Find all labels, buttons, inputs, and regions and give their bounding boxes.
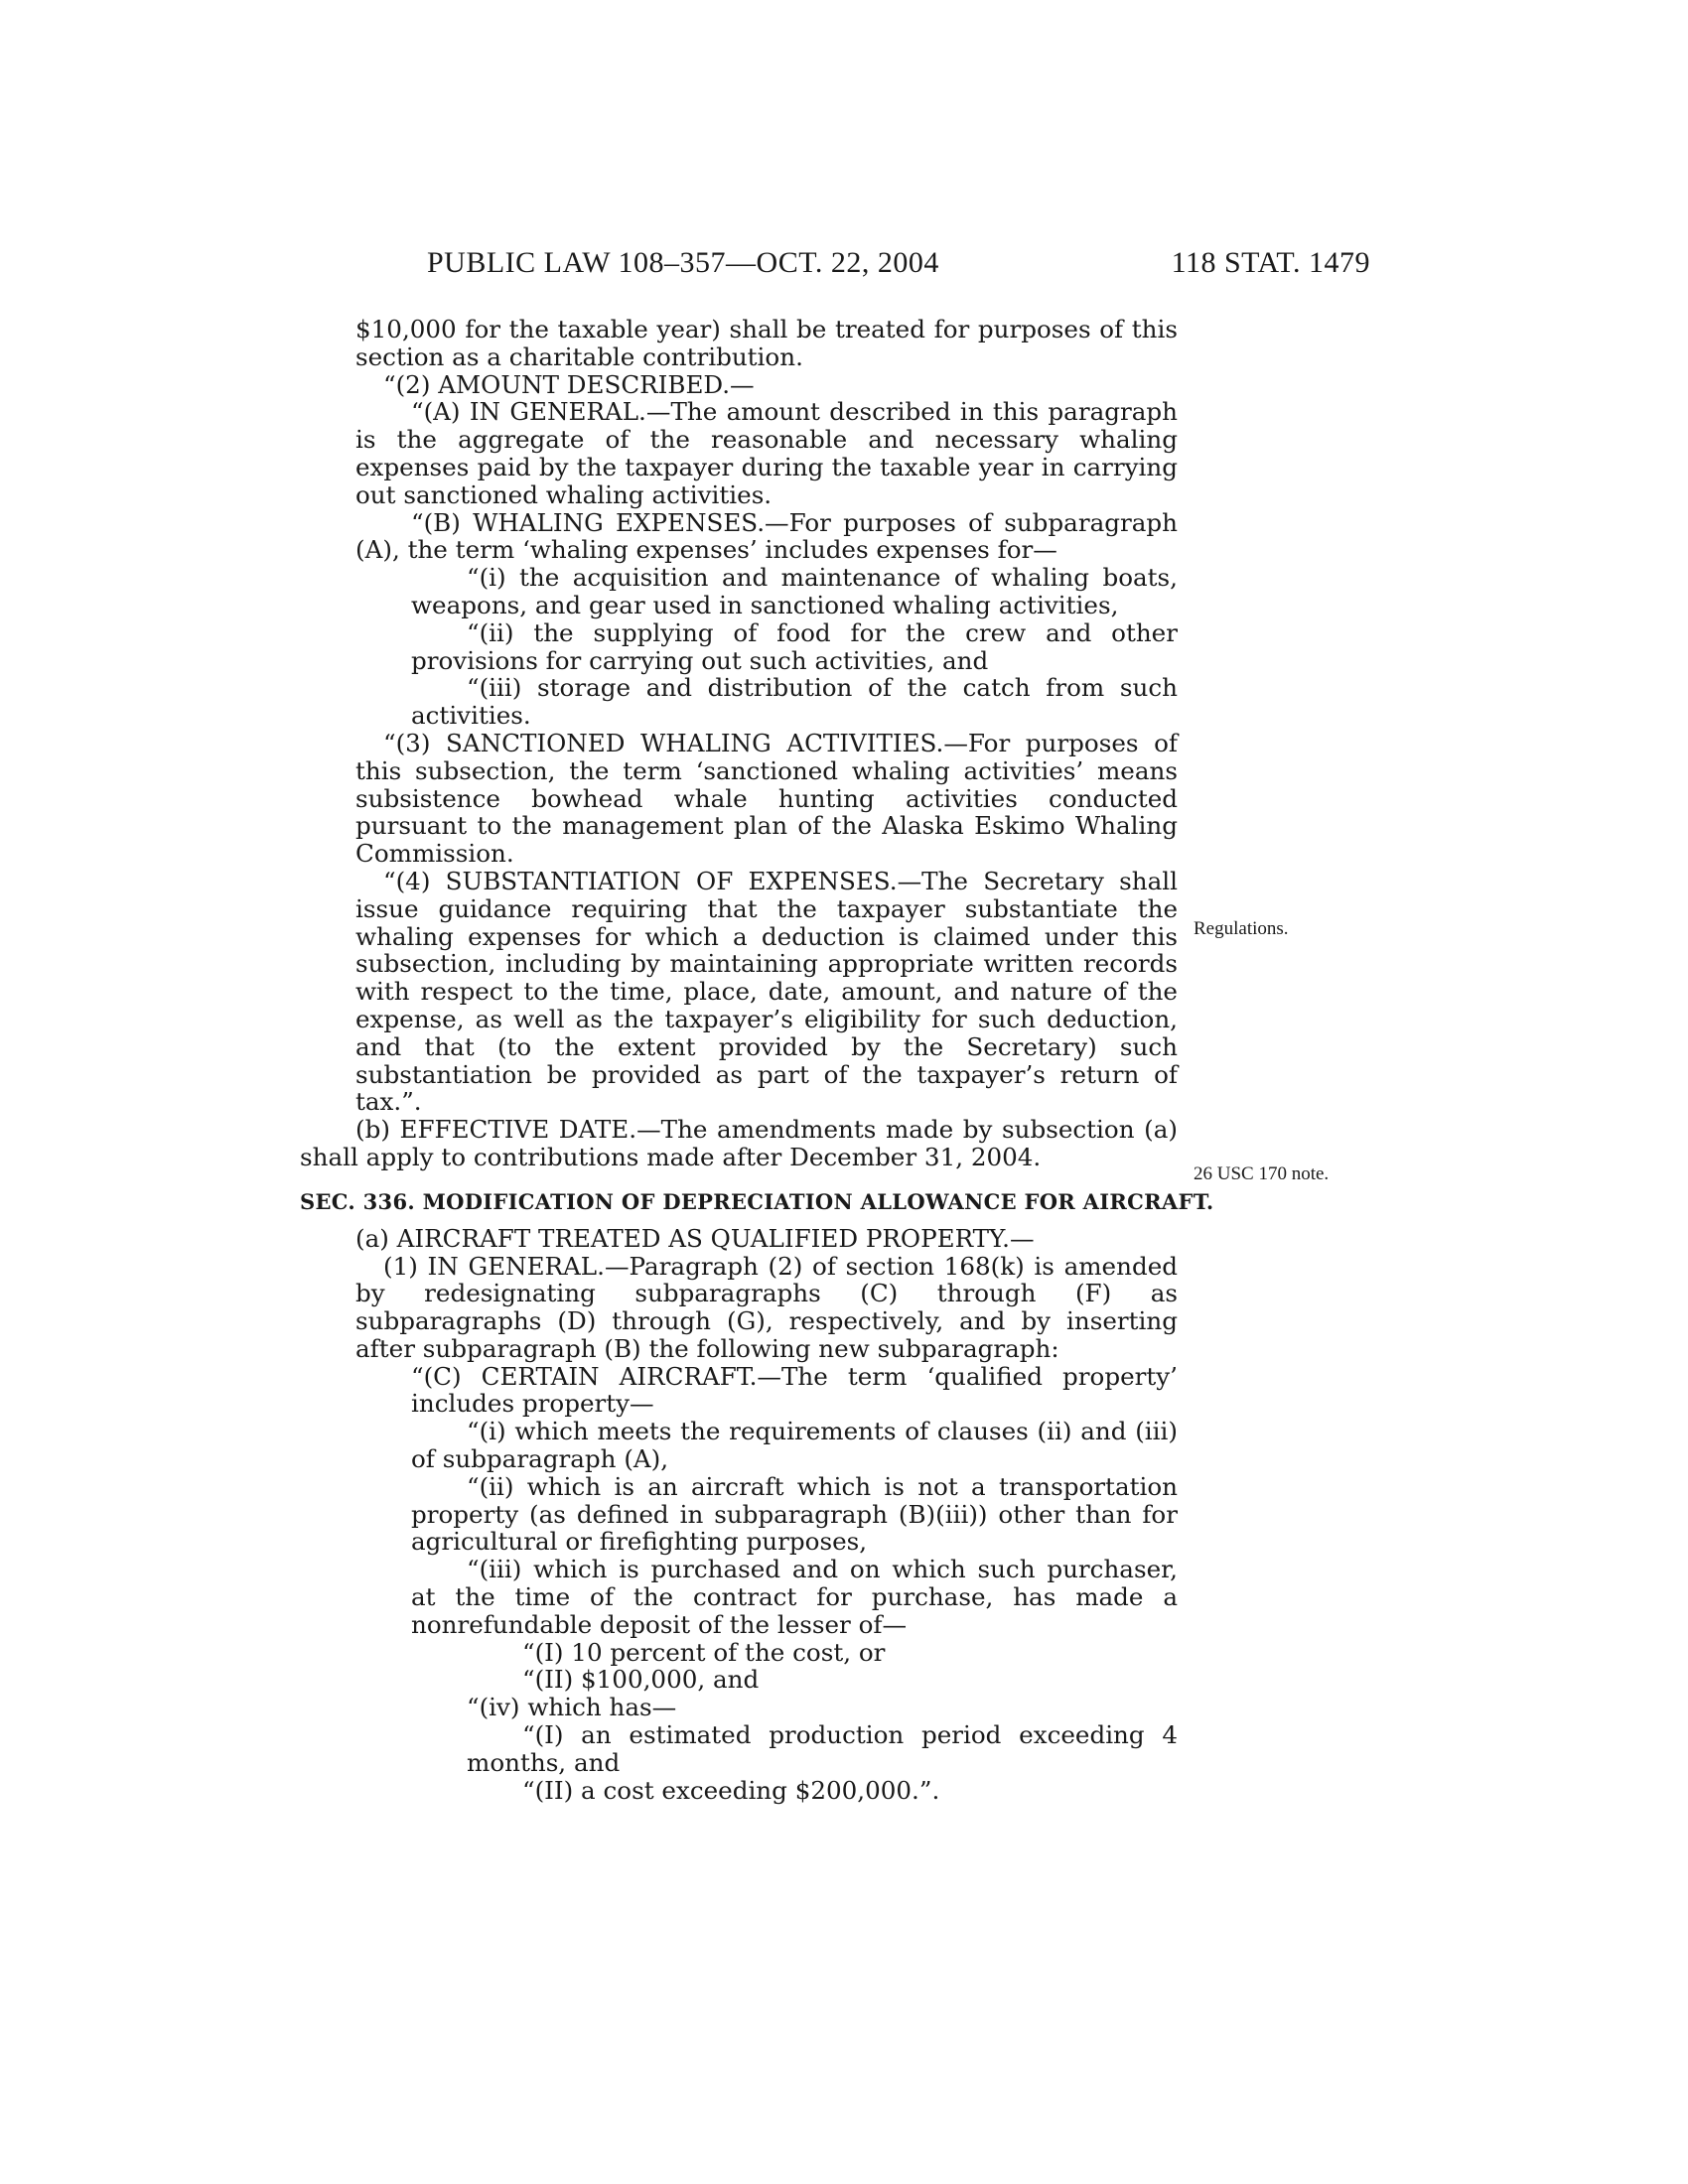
paragraph: “(ii) the supplying of food for the crew and other provisions for carrying out such activities, and xyxy=(411,617,1178,675)
paragraph: “(iii) storage and distribution of the catch from such activities. xyxy=(411,673,1178,731)
paragraph: “(C) CERTAIN AIRCRAFT.—The term ‘qualified property’ includes property— xyxy=(411,1361,1178,1419)
margin-note-usc: 26 USC 170 note. xyxy=(1194,1163,1330,1184)
paragraph: “(4) SUBSTANTIATION OF EXPENSES.—The Secretary shall issue guidance requiring that the taxpayer substantiate the whaling expenses for which a deduction is claimed under this subsection, including by maintaining appropriate written records with respect to the time, place, date, amount, and nature of the expense, as well as the taxpayer’s eligibility for such deduction, and that (to the extent provided by the Secretary) such substantiation be provided as part of the taxpayer’s return of tax.”. xyxy=(355,866,1178,1117)
paragraph: “(i) the acquisition and maintenance of whaling boats, weapons, and gear used in sanctioned whaling activities, xyxy=(411,563,1178,619)
document-body xyxy=(300,315,1214,1805)
margin-note-regulations: Regulations. xyxy=(1194,918,1289,939)
paragraph: “(II) a cost exceeding $200,000.”. xyxy=(522,1775,940,1805)
paragraph: “(II) $100,000, and xyxy=(522,1665,760,1695)
paragraph: “(B) WHALING EXPENSES.—For purposes of subparagraph (A), the term ‘whaling expenses’ includes expenses for— xyxy=(355,507,1178,565)
paragraph: “(2) AMOUNT DESCRIBED.— xyxy=(383,369,755,399)
paragraph: “(ii) which is an aircraft which is not a transportation property (as defined in subparagraph (B)(iii)) other than for agricultural or firefighting purposes, xyxy=(411,1471,1178,1557)
paragraph: “(iii) which is purchased and on which such purchaser, at the time of the contract for purchase, has made a nonrefundable deposit of the lesser of— xyxy=(411,1555,1178,1639)
running-header-page: 118 STAT. 1479 xyxy=(1171,246,1370,279)
paragraph: “(A) IN GENERAL.—The amount described in this paragraph is the aggregate of the reasonable and necessary whaling expenses paid by the taxpayer during the taxable year in carrying out sanctioned whaling activities. xyxy=(355,397,1178,509)
paragraph: $10,000 for the taxable year) shall be treated for purposes of this section as a charitable contribution. xyxy=(355,315,1178,371)
paragraph: “(I) an estimated production period exceeding 4 months, and xyxy=(467,1720,1178,1777)
paragraph: (1) IN GENERAL.—Paragraph (2) of section 168(k) is amended by redesignating subparagraphs (C) through (F) as subparagraphs (D) through (G), respectively, and by inserting after subparagraph (B) the following new subparagraph: xyxy=(355,1251,1178,1363)
section-heading: SEC. 336. MODIFICATION OF DEPRECIATION ALLOWANCE FOR AIRCRAFT. xyxy=(300,1188,1214,1214)
paragraph: (b) EFFECTIVE DATE.—The amendments made by subsection (a) shall apply to contributions made after December 31, 2004. xyxy=(300,1115,1178,1171)
paragraph: “(iv) which has— xyxy=(467,1693,677,1722)
paragraph: (a) AIRCRAFT TREATED AS QUALIFIED PROPERTY.— xyxy=(355,1223,1035,1253)
paragraph: “(3) SANCTIONED WHALING ACTIVITIES.—For purposes of this subsection, the term ‘sanctioned whaling activities’ means subsistence bowhead whale hunting activities conducted pursuant to the management plan of the Alaska Eskimo Whaling Commission. xyxy=(355,728,1178,869)
running-header-title: PUBLIC LAW 108–357—OCT. 22, 2004 xyxy=(427,246,939,279)
paragraph: “(I) 10 percent of the cost, or xyxy=(522,1637,886,1667)
paragraph: “(i) which meets the requirements of clauses (ii) and (iii) of subparagraph (A), xyxy=(411,1417,1178,1474)
